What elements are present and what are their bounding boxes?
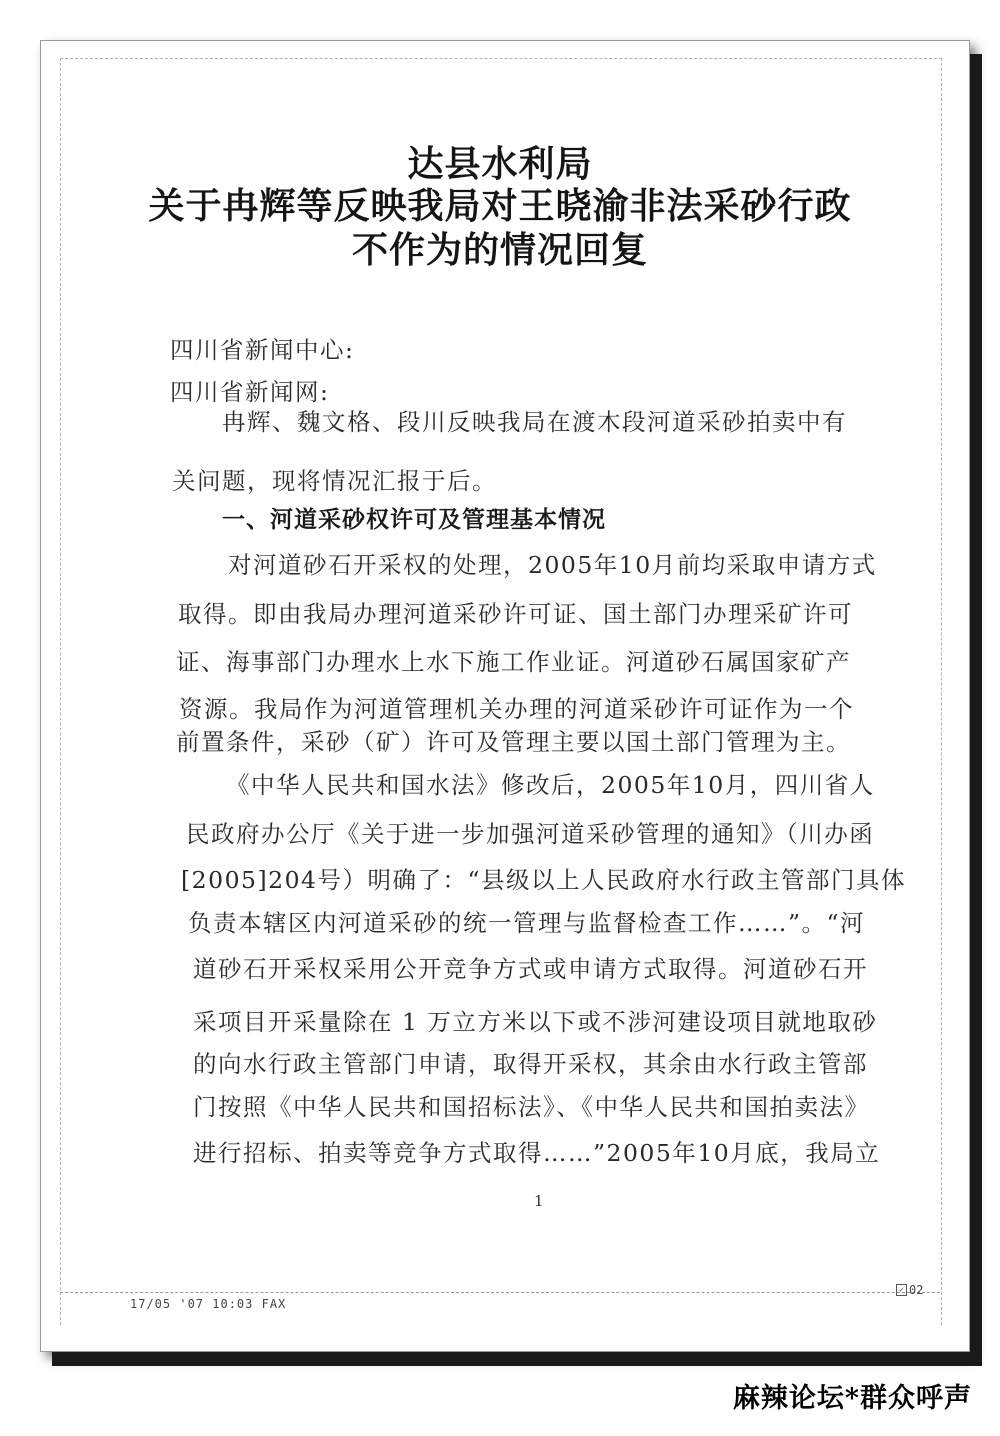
body-line: 冉辉、魏文格、段川反映我局在渡木段河道采砂拍卖中有 [222,408,847,436]
forum-watermark: 麻辣论坛*群众呼声 [732,1383,972,1414]
fax-divider [60,1292,940,1293]
fax-page-indicator [896,1283,923,1297]
body-line: 民政府办公厅《关于进一步加强河道采砂管理的通知》（川办函 [186,820,875,848]
body-line: 前置条件，采砂（矿）许可及管理主要以国土部门管理为主。 [176,728,851,756]
body-line: 负责本辖区内河道采砂的统一管理与监督检查工作……”。“河 [188,909,866,937]
body-line: 的向水行政主管部门申请，取得开采权，其余由水行政主管部 [193,1050,868,1078]
fax-header: 17/05 '07 10:03 FAX [130,1297,287,1311]
recipient-line-2: 四川省新闻网: [170,378,330,406]
body-line: 进行招标、拍卖等竞争方式取得……”2005年10月底，我局立 [193,1139,881,1167]
recipient-line-1: 四川省新闻中心: [170,336,355,364]
body-line: 对河道砂石开采权的处理，2005年10月前均采取申请方式 [228,551,877,579]
body-line: 道砂石开采权采用公开竞争方式或申请方式取得。河道砂石开 [193,955,868,983]
body-line: 门按照《中华人民共和国招标法》、《中华人民共和国拍卖法》 [193,1093,870,1121]
document-title-line-1: 达县水利局 [407,144,593,185]
document-title-line-3: 不作为的情况回复 [351,230,648,271]
page-box-icon: ✓ [896,1284,907,1296]
body-line: 取得。即由我局办理河道采砂许可证、国土部门办理采矿许可 [178,600,853,628]
body-line: 证、海事部门办理水上水下施工作业证。河道砂石属国家矿产 [176,648,851,676]
body-line: 采项目开采量除在 1 万立方米以下或不涉河建设项目就地取砂 [193,1008,878,1036]
section-heading: 一、河道采砂权许可及管理基本情况 [222,507,606,533]
fax-page-number: 02 [909,1283,924,1297]
document-title-line-2: 关于冉辉等反映我局对王晓渝非法采砂行政 [148,186,852,227]
body-line: [2005]204号）明确了：“县级以上人民政府水行政主管部门具体 [181,866,907,894]
body-line: 关问题，现将情况汇报于后。 [172,467,497,495]
body-line: 资源。我局作为河道管理机关办理的河道采砂许可证作为一个 [179,695,854,723]
body-line: 《中华人民共和国水法》修改后，2005年10月，四川省人 [226,771,875,799]
page-number: 1 [534,1192,544,1210]
